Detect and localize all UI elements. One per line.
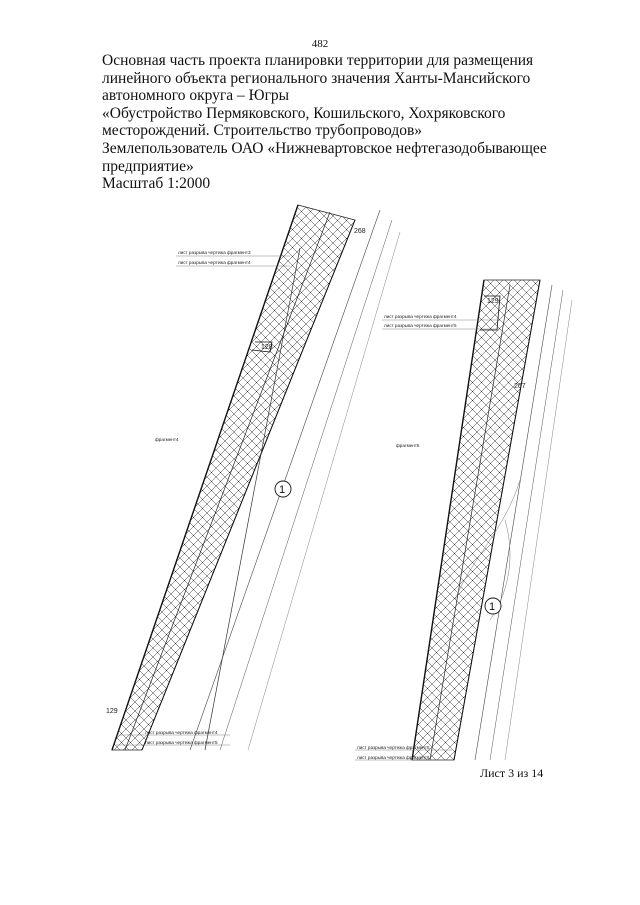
break-label: лист разрыва чертежа фрагмент5 (384, 323, 457, 328)
object-marker-label: 1 (489, 601, 496, 613)
fragment-name: фрагмент4 (155, 437, 179, 442)
parcel-number: 268 (354, 228, 366, 235)
sheet-counter: Лист 3 из 14 (480, 766, 544, 780)
break-label: лист разрыва чертежа фрагмент4 (178, 260, 251, 265)
break-label: лист разрыва чертежа фрагмент5 (357, 745, 430, 750)
parcel-number: 129 (487, 298, 499, 305)
parcel-number: 129 (106, 708, 118, 715)
header-line: линейного объекта регионального значения Ханты-Мансийского (102, 69, 531, 87)
break-label: лист разрыва чертежа фрагмент5 (145, 740, 218, 745)
break-label: лист разрыва чертежа фрагмент4 (145, 730, 218, 735)
header-line: предприятие» (102, 157, 194, 175)
header-line: Основная часть проекта планировки территории для размещения (102, 52, 534, 69)
pipeline-line (430, 285, 510, 760)
parcel-number: 267 (514, 383, 526, 390)
pipeline-line (125, 212, 330, 750)
header-line: автономного округа – Югры (102, 87, 290, 105)
header-line: «Обустройство Пермяковского, Кошильского, Хохряковского (102, 104, 506, 122)
header-line: Землепользователь ОАО «Нижневартовское нефтегазодобывающее (102, 139, 547, 157)
boundary-line (142, 220, 355, 750)
object-marker-label: 1 (279, 484, 286, 496)
header-scale: Масштаб 1:2000 (102, 175, 211, 193)
parcel-number: 128 (261, 344, 273, 351)
hatched-strip (112, 205, 355, 750)
page-number: 482 (311, 38, 329, 50)
boundary-line (112, 205, 298, 750)
header-line: месторождений. Строительство трубопроводов» (102, 122, 423, 140)
fragment-left-drawing (106, 205, 400, 750)
break-label: лист разрыва чертежа фрагмент3 (178, 250, 251, 255)
break-label: лист разрыва чертежа фрагмент6 (357, 755, 430, 760)
fragment-name: фрагмент5 (396, 443, 420, 448)
hatched-strip (412, 280, 540, 760)
break-label: лист разрыва чертежа фрагмент4 (384, 314, 457, 319)
fragment-right-drawing (355, 280, 572, 760)
